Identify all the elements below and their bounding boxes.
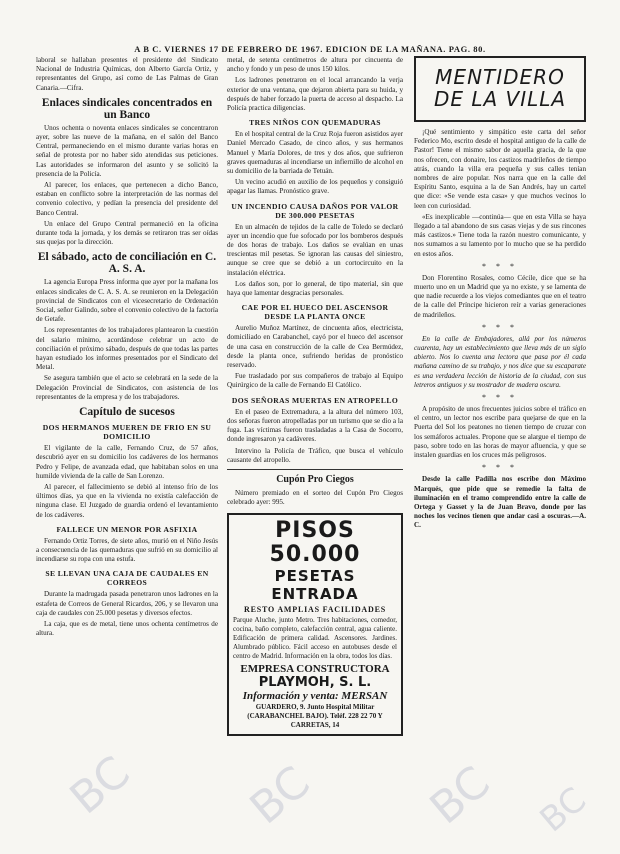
paragraph: Los daños son, por lo general, de tipo material, sin que haya que lamentar desgracias personales. bbox=[227, 279, 403, 298]
subhead-hermanos: DOS HERMANOS MUEREN DE FRIO EN SU DOMICILIO bbox=[42, 423, 212, 442]
subhead-menor: FALLECE UN MENOR POR ASFIXIA bbox=[56, 524, 198, 534]
divider bbox=[227, 469, 403, 470]
watermark-logo: BC bbox=[60, 746, 140, 825]
separator-stars: * * * bbox=[482, 393, 518, 403]
separator-stars: * * * bbox=[482, 463, 518, 473]
headline-cupon: Cupón Pro Ciegos bbox=[276, 473, 354, 485]
headline-enlaces: Enlaces sindicales concentrados en un Banco bbox=[41, 96, 213, 121]
ad-headline: PISOS 50.000 bbox=[269, 518, 361, 568]
headline-casa: El sábado, acto de conciliación en C. A. S. A. bbox=[37, 251, 217, 276]
ad-subhead: RESTO AMPLIAS FACILIDADES bbox=[244, 605, 386, 615]
paragraph: Los representantes de los trabajadores plantearon la cuestión del salario mínimo, acordándose celebrar un acto de conciliación el próximo sábado, después de que todas las partes hayan estudiado los informes presentados por el Sindicato del Metal. bbox=[36, 326, 218, 372]
watermark-logo: BC bbox=[532, 779, 594, 841]
paragraph: Número premiado en el sorteo del Cupón Pro Ciegos celebrado ayer: 995. bbox=[227, 488, 403, 507]
headline-sucesos: Capítulo de sucesos bbox=[79, 406, 175, 419]
paragraph: «Es inexplicable —continúa— que en esta Villa se haya llegado a tal abandono de sus casas viejas y de sus rincones más castizos.» Tiene toda la razón nuestro comunicante, y nos sumamos a su lamento por lo mucho que se ha perdido en estos años. bbox=[414, 212, 586, 258]
paragraph: Aurelio Muñoz Martínez, de cincuenta años, electricista, domiciliado en Carabanchel, cayó por el hueco del ascensor de una casa en construcción de la calle de Cea Bermúdez, desde la planta once, sufriendo heridas de pronóstico reservado. bbox=[227, 324, 403, 370]
subhead-incendio: UN INCENDIO CAUSA DAÑOS POR VALOR DE 300.000 PESETAS bbox=[231, 201, 399, 220]
paragraph: En la calle de Embajadores, allá por los números cuarenta, hay un establecimiento que lleva más de un siglo abierto. Nos lo cuenta una lectora que pasa por él cada mañana camino de su trabajo, y nos dice que su escaparate es una verdadera lección de historia de la ciudad, con sus letreros antiguos y su mostrador de madera oscura. bbox=[414, 334, 586, 389]
paragraph: Don Florentino Rosales, como Cécile, dice que se ha muerto uno en un Madrid que ya no existe, y se lamenta de que nadie recuerde a los viejos comediantes que en el teatro de la calle del Príncipe hicieron reír a varias generaciones de madrileños. bbox=[414, 273, 586, 319]
column-right bbox=[414, 56, 586, 844]
article-continuation: metal, de setenta centímetros de altura por cincuenta de ancho y fondo y un peso de unos 150 kilos. bbox=[227, 56, 403, 74]
column-middle bbox=[227, 56, 403, 844]
paragraph: Unos ochenta o noventa enlaces sindicales se concentraron ayer, sobre las nueve de la mañana, en el salón del Banco Central, permaneciendo en el mismo durante varias horas en señal de protesta por no haber sido atendidas sus peticiones. Las autoridades se informaron del asunto y se solicitó la presencia de la Policía. bbox=[36, 123, 218, 178]
paragraph: Durante la madrugada pasada penetraron unos ladrones en la estafeta de Correos de General Ricardos, 206, y se llevaron una caja de caudales con 25.000 pesetas y diversos efectos. bbox=[36, 590, 218, 617]
paragraph: Los ladrones penetraron en el local arrancando la verja exterior de una ventana, que dejaron abierta para su huida, y después de haber forzado la puerta de acceso al despacho. La Policía practica diligencias. bbox=[227, 76, 403, 113]
paragraph: Al parecer, el fallecimiento se debió al intenso frío de los últimos días, ya que en la vivienda no existía calefacción de ninguna clase. El Juzgado de guardia ordenó el levantamiento de los cadáveres. bbox=[36, 482, 218, 519]
paragraph: Desde la calle Padilla nos escribe don Máximo Marqués, que pide que se remedie la falta de iluminación en el tramo comprendido entre la calle de Ortega y Gasset y la de Juan Bravo, donde por las noches los vecinos tienen que andar casi a oscuras.—A. C. bbox=[414, 475, 586, 530]
section-masthead bbox=[414, 56, 586, 122]
masthead-line-2: DE LA VILLA bbox=[433, 87, 567, 111]
ad-address: GUARDERO, 9. Junto Hospital Militar (CARABANCHEL BAJO). Teléf. 228 22 70 Y CARRETAS, 14 bbox=[247, 703, 383, 730]
subhead-caja: SE LLEVAN UNA CAJA DE CAUDALES EN CORREOS bbox=[45, 569, 209, 588]
paragraph: El vigilante de la calle, Fernando Cruz, de 57 años, descubrió ayer en su domicilio los cadáveres de los hermanos Pedro y Felipe, de avanzada edad, que habitaban solos en una humilde vivienda de la calle de San Lorenzo. bbox=[36, 444, 218, 480]
paragraph: Un vecino acudió en auxilio de los pequeños y consiguió apagar las llamas. Pronóstico grave. bbox=[227, 178, 403, 196]
ad-company-type: EMPRESA CONSTRUCTORA bbox=[240, 663, 390, 676]
watermark-logo: BC bbox=[420, 756, 500, 835]
advertisement-pisos bbox=[227, 513, 403, 736]
paragraph: Al parecer, los enlaces, que pertenecen a dicho Banco, estaban en conflicto sobre la interpretación de las normas del convenio colectivo, y pedían la presencia del presidente del Banco Central. bbox=[36, 181, 218, 217]
paragraph: A propósito de unos frecuentes juicios sobre el tráfico en el centro, un lector nos escribe para quejarse de que en la Puerta del Sol los peatones no tienen tiempo de cruzar con los semáforos actuales. Propone que se alargue el tiempo de paso, sobre todo en las horas de mayor afluencia, y que se instalen guardias en los cruces más peligrosos. bbox=[414, 405, 586, 460]
paragraph: En el hospital central de la Cruz Roja fueron asistidos ayer Daniel Mercado Casado, de cinco años, y sus hermanos Manuel y María Dolores, de tres y dos años, que sufrieron graves quemaduras al incendiarse un infiernillo de alcohol en su domicilio de la barriada de Tetuán. bbox=[227, 130, 403, 176]
ad-text: Parque Aluche, junto Metro. Tres habitaciones, comedor, cocina, baño completo, calefacción central, agua caliente. Edificación de primera calidad. Ascensores. Jardines. Alumbrado público. Fácil acceso en autobuses desde el centro de Madrid. Información en la obra, todos los días. bbox=[233, 616, 397, 661]
paragraph: En un almacén de tejidos de la calle de Toledo se declaró ayer un incendio que fue sofocado por los bomberos después de dos horas de trabajo. Los daños se evalúan en unas trescientas mil pesetas. Se ignoran las causas del siniestro, aunque se cree que se debió a un cortocircuito en la instalación eléctrica. bbox=[227, 222, 403, 277]
article-continuation: laboral se hallaban presentes el presidente del Sindicato Nacional de Industria Químicas, don Alberto García Ortiz, y representantes del Grupo, así como de Las Palmas de Gran Canaria.—Cifra. bbox=[36, 56, 218, 92]
paragraph: Un enlace del Grupo Central permaneció en la oficina durante toda la jornada, y los demás se retiraron tras ser oídas sus quejas por la dirección. bbox=[36, 219, 218, 247]
paragraph: Fernando Ortiz Torres, de siete años, murió en el Niño Jesús a consecuencia de las quemaduras que sufrió en su domicilio al incendiarse su ropa con una estufa. bbox=[36, 536, 218, 564]
paragraph: Se asegura también que el acto se celebrará en la sede de la Delegación Provincial de Sindicatos, con asistencia de los representantes de la empresa y de los trabajadores. bbox=[36, 374, 218, 401]
separator-stars: * * * bbox=[482, 261, 518, 271]
paragraph: En el paseo de Extremadura, a la altura del número 103, dos señoras fueron atropelladas por un turismo que se dio a la fuga. Las víctimas fueron trasladadas a la Casa de Socorro, donde ingresaron ya cadáveres. bbox=[227, 407, 403, 444]
paragraph: Fue trasladado por sus compañeros de trabajo al Equipo Quirúrgico de la calle de Fernando El Católico. bbox=[227, 372, 403, 390]
paragraph: ¡Qué sentimiento y simpático este carta del señor Federico Mo, escrito desde el hospital antiguo de la calle de Pastor! Tiene el mismo sabor de aquella gracia, de la que nos ofrecen, con donaire, los castizos madrileños de tiempo atrás, cuando la villa era pequeña y sus calles tenían nombres de aire popular. Nos narra que en la calle del Espíritu Santo, esquina a la de San Andrés, hay un cartel que dice: «Se vende esta casa» y que muchos vecinos lo leen con curiosidad. bbox=[414, 128, 586, 210]
paragraph: Intervino la Policía de Tráfico, que busca el vehículo causante del atropello. bbox=[227, 446, 403, 464]
watermark-logo: BC bbox=[240, 756, 320, 835]
ad-headline-2: PESETAS ENTRADA bbox=[271, 567, 359, 604]
ad-info: Información y venta: MERSAN bbox=[242, 690, 388, 703]
masthead-line-1: MENTIDERO bbox=[435, 65, 565, 89]
subhead-quemaduras: TRES NIÑOS CON QUEMADURAS bbox=[249, 118, 381, 128]
subhead-ascensor: CAE POR EL HUECO DEL ASCENSOR DESDE LA PLANTA ONCE bbox=[241, 303, 389, 322]
page-header: A B C. VIERNES 17 DE FEBRERO DE 1967. EDICION DE LA MAÑANA. PAG. 80. bbox=[134, 44, 486, 54]
ad-company-name: PLAYMOH, S. L. bbox=[258, 675, 372, 691]
separator-stars: * * * bbox=[482, 322, 518, 332]
paragraph: La agencia Europa Press informa que ayer por la mañana los enlaces sindicales de C. A. S. A. se reunieron en la Delegación provincial de Sindicatos con el vicesecretario de Ordenación Social, señor Galindo, sobre el convenio colectivo de la factoría de Getafe. bbox=[36, 278, 218, 324]
subhead-atropello: DOS SEÑORAS MUERTAS EN ATROPELLO bbox=[231, 395, 399, 405]
paragraph: La caja, que es de metal, tiene unos ochenta centímetros de altura. bbox=[36, 619, 218, 638]
column-left bbox=[36, 56, 218, 844]
